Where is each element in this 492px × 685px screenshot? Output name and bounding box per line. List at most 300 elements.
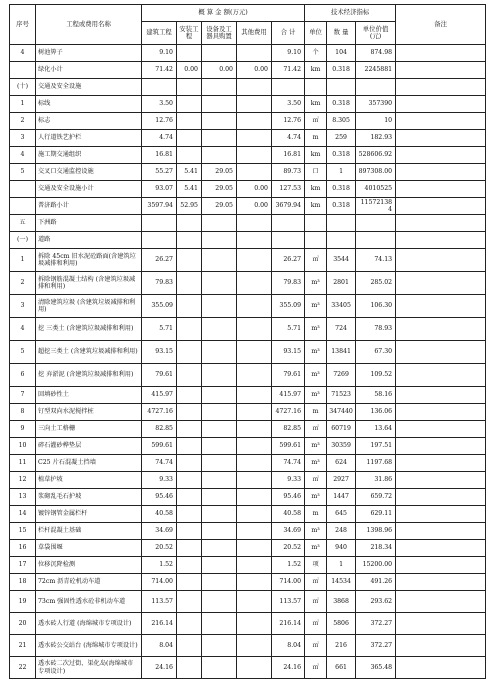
cell-equipment	[202, 130, 237, 147]
table-row	[10, 404, 486, 421]
cell-name: 交叉口交通监控设施	[36, 164, 142, 181]
cell-qty: 30359	[327, 438, 356, 455]
cell-unit: m	[305, 404, 327, 421]
cell-equipment	[202, 489, 237, 506]
cell-name: 挖 弃淤泥 (含建筑垃圾减排和利用)	[36, 364, 142, 387]
cell-construction: 26.27	[142, 249, 177, 272]
cell-qty: 1447	[327, 489, 356, 506]
cell-installation	[177, 295, 202, 318]
table-row	[10, 249, 486, 272]
cell-installation: 52.95	[177, 198, 202, 215]
cell-equipment	[202, 113, 237, 130]
cell-qty: 0.318	[327, 96, 356, 113]
cell-total: 8.04	[272, 635, 305, 657]
cell-equipment	[202, 557, 237, 574]
cell-construction: 113.57	[142, 591, 177, 613]
cell-remark	[396, 249, 486, 272]
cell-equipment	[202, 404, 237, 421]
cell-equipment: 0.00	[202, 62, 237, 79]
cell-equipment	[202, 79, 237, 96]
cell-unit: ㎡	[305, 657, 327, 679]
cell-remark	[396, 438, 486, 455]
cell-construction: 40.58	[142, 506, 177, 523]
table-row	[10, 421, 486, 438]
cell-equipment	[202, 364, 237, 387]
cell-other	[237, 421, 272, 438]
cell-unitvalue: 182.93	[356, 130, 396, 147]
cell-installation	[177, 455, 202, 472]
header-equipment: 设备及工器具购置	[202, 22, 237, 45]
cell-seq: 4	[10, 147, 36, 164]
table-row	[10, 613, 486, 635]
cell-seq: 20	[10, 613, 36, 635]
cell-unitvalue: 293.62	[356, 591, 396, 613]
cell-installation	[177, 574, 202, 591]
cell-qty: 5806	[327, 613, 356, 635]
cell-total: 20.52	[272, 540, 305, 557]
cell-construction: 714.00	[142, 574, 177, 591]
cell-other	[237, 489, 272, 506]
cell-unit: km	[305, 96, 327, 113]
cell-construction	[142, 79, 177, 96]
cell-seq: 3	[10, 295, 36, 318]
cell-total: 127.53	[272, 181, 305, 198]
cell-name: 钉型双向水泥搅拌桩	[36, 404, 142, 421]
cell-total: 714.00	[272, 574, 305, 591]
cell-other	[237, 79, 272, 96]
budget-table	[9, 4, 486, 679]
cell-total: 1.52	[272, 557, 305, 574]
cell-total: 79.61	[272, 364, 305, 387]
header-unit: 单位	[305, 22, 327, 45]
cell-installation	[177, 506, 202, 523]
cell-remark	[396, 387, 486, 404]
cell-other	[237, 147, 272, 164]
header-tech-group: 技术经济指标	[305, 5, 396, 22]
cell-unit: m³	[305, 295, 327, 318]
cell-total: 216.14	[272, 613, 305, 635]
cell-unit: ㎡	[305, 421, 327, 438]
cell-other	[237, 540, 272, 557]
cell-construction: 216.14	[142, 613, 177, 635]
table-row	[10, 272, 486, 295]
cell-construction: 16.81	[142, 147, 177, 164]
cell-qty: 1	[327, 557, 356, 574]
cell-name: 栏杆混凝土基础	[36, 523, 142, 540]
cell-unitvalue	[356, 79, 396, 96]
cell-qty: 3544	[327, 249, 356, 272]
cell-construction: 599.61	[142, 438, 177, 455]
cell-unitvalue: 2245881	[356, 62, 396, 79]
cell-total	[272, 79, 305, 96]
cell-unit: m³	[305, 523, 327, 540]
cell-other	[237, 318, 272, 341]
cell-qty: 7269	[327, 364, 356, 387]
cell-seq	[10, 198, 36, 215]
cell-total: 9.10	[272, 45, 305, 62]
cell-total: 415.97	[272, 387, 305, 404]
cell-seq: 6	[10, 364, 36, 387]
table-row	[10, 540, 486, 557]
cell-qty: 60719	[327, 421, 356, 438]
cell-installation	[177, 249, 202, 272]
cell-total	[272, 232, 305, 249]
cell-construction: 5.71	[142, 318, 177, 341]
cell-name: 人行道铁艺护栏	[36, 130, 142, 147]
cell-seq: 2	[10, 272, 36, 295]
table-row	[10, 472, 486, 489]
cell-total: 71.42	[272, 62, 305, 79]
cell-installation	[177, 635, 202, 657]
cell-unitvalue	[356, 232, 396, 249]
header-other: 其他费用	[237, 22, 272, 45]
cell-total: 12.76	[272, 113, 305, 130]
cell-qty	[327, 79, 356, 96]
cell-unit: ㎡	[305, 249, 327, 272]
cell-other	[237, 130, 272, 147]
cell-equipment	[202, 506, 237, 523]
cell-construction: 93.07	[142, 181, 177, 198]
table-row	[10, 130, 486, 147]
cell-total: 26.27	[272, 249, 305, 272]
cell-installation	[177, 130, 202, 147]
cell-qty: 8.305	[327, 113, 356, 130]
cell-other: 0.00	[237, 62, 272, 79]
table-row	[10, 181, 486, 198]
cell-unit: m³	[305, 455, 327, 472]
cell-qty: 624	[327, 455, 356, 472]
cell-remark	[396, 364, 486, 387]
cell-name: 超挖三类土 (含建筑垃圾减排和利用)	[36, 341, 142, 364]
table-body	[10, 45, 486, 679]
cell-unitvalue	[356, 215, 396, 232]
cell-unit	[305, 215, 327, 232]
cell-seq: 13	[10, 489, 36, 506]
table-row	[10, 364, 486, 387]
cell-unitvalue: 67.30	[356, 341, 396, 364]
cell-other	[237, 635, 272, 657]
cell-name: 拆除钢筋混凝土结构 (含建筑垃圾减排和利用)	[36, 272, 142, 295]
cell-unitvalue: 31.86	[356, 472, 396, 489]
cell-total: 82.85	[272, 421, 305, 438]
cell-seq	[10, 181, 36, 198]
table-row	[10, 591, 486, 613]
cell-construction: 12.76	[142, 113, 177, 130]
budget-page	[9, 4, 485, 679]
table-row	[10, 79, 486, 96]
cell-total: 89.73	[272, 164, 305, 181]
cell-other	[237, 96, 272, 113]
cell-seq: 14	[10, 506, 36, 523]
cell-name: 拆除 45cm 旧水泥砼路面(含建筑垃圾减排和利用)	[36, 249, 142, 272]
cell-total: 113.57	[272, 591, 305, 613]
table-row	[10, 657, 486, 679]
cell-construction: 8.04	[142, 635, 177, 657]
cell-construction: 55.27	[142, 164, 177, 181]
cell-installation	[177, 96, 202, 113]
cell-total: 24.16	[272, 657, 305, 679]
cell-other	[237, 387, 272, 404]
cell-installation	[177, 79, 202, 96]
cell-name: 碎石灌砂桦垫层	[36, 438, 142, 455]
cell-unit	[305, 232, 327, 249]
cell-name: 道路	[36, 232, 142, 249]
cell-unit: ㎡	[305, 113, 327, 130]
cell-construction: 355.09	[142, 295, 177, 318]
cell-unit: ㎡	[305, 472, 327, 489]
cell-name: 标线	[36, 96, 142, 113]
cell-qty: 645	[327, 506, 356, 523]
cell-other	[237, 574, 272, 591]
cell-seq: (一)	[10, 232, 36, 249]
cell-construction: 4.74	[142, 130, 177, 147]
cell-remark	[396, 130, 486, 147]
table-row	[10, 62, 486, 79]
cell-qty: 13841	[327, 341, 356, 364]
cell-unit: 项	[305, 557, 327, 574]
cell-construction: 9.10	[142, 45, 177, 62]
cell-other	[237, 557, 272, 574]
cell-equipment	[202, 540, 237, 557]
cell-construction: 34.69	[142, 523, 177, 540]
table-row	[10, 295, 486, 318]
cell-seq: (十)	[10, 79, 36, 96]
cell-remark	[396, 181, 486, 198]
cell-unitvalue: 74.13	[356, 249, 396, 272]
cell-equipment	[202, 45, 237, 62]
cell-construction: 24.16	[142, 657, 177, 679]
cell-remark	[396, 489, 486, 506]
cell-total: 599.61	[272, 438, 305, 455]
cell-remark	[396, 232, 486, 249]
cell-seq: 19	[10, 591, 36, 613]
cell-seq: 21	[10, 635, 36, 657]
cell-other	[237, 215, 272, 232]
cell-seq: 5	[10, 164, 36, 181]
cell-remark	[396, 295, 486, 318]
cell-name: 73cm 强固性透水砼非机动车道	[36, 591, 142, 613]
cell-unit: m	[305, 506, 327, 523]
table-row	[10, 45, 486, 62]
cell-seq: 4	[10, 45, 36, 62]
cell-qty: 216	[327, 635, 356, 657]
cell-name: 透水砖二次过街、渠化岛(海绵城市专项设计)	[36, 657, 142, 679]
cell-construction	[142, 215, 177, 232]
table-row	[10, 506, 486, 523]
cell-construction: 93.15	[142, 341, 177, 364]
cell-remark	[396, 421, 486, 438]
cell-equipment	[202, 96, 237, 113]
table-row	[10, 198, 486, 215]
cell-qty	[327, 232, 356, 249]
cell-equipment	[202, 341, 237, 364]
cell-installation	[177, 613, 202, 635]
cell-equipment: 29.05	[202, 198, 237, 215]
cell-total: 16.81	[272, 147, 305, 164]
cell-unit: m³	[305, 540, 327, 557]
cell-installation	[177, 540, 202, 557]
cell-seq: 2	[10, 113, 36, 130]
cell-remark	[396, 591, 486, 613]
table-row	[10, 455, 486, 472]
cell-name: 施工期交通组织	[36, 147, 142, 164]
table-row	[10, 147, 486, 164]
cell-qty: 33405	[327, 295, 356, 318]
cell-qty: 940	[327, 540, 356, 557]
table-row	[10, 489, 486, 506]
cell-equipment	[202, 523, 237, 540]
cell-unitvalue: 372.27	[356, 635, 396, 657]
cell-total: 93.15	[272, 341, 305, 364]
cell-unit: ㎡	[305, 635, 327, 657]
cell-seq	[10, 62, 36, 79]
cell-name: 交通及安全设施	[36, 79, 142, 96]
cell-seq: 五	[10, 215, 36, 232]
cell-equipment	[202, 249, 237, 272]
cell-name: 标志	[36, 113, 142, 130]
cell-other	[237, 295, 272, 318]
cell-remark	[396, 574, 486, 591]
cell-other	[237, 472, 272, 489]
cell-remark	[396, 540, 486, 557]
cell-other	[237, 232, 272, 249]
cell-unitvalue: 78.93	[356, 318, 396, 341]
cell-qty: 14534	[327, 574, 356, 591]
cell-equipment	[202, 613, 237, 635]
cell-installation	[177, 591, 202, 613]
cell-seq: 17	[10, 557, 36, 574]
cell-name: 植草护坡	[36, 472, 142, 489]
table-row	[10, 164, 486, 181]
cell-remark	[396, 164, 486, 181]
cell-construction: 1.52	[142, 557, 177, 574]
cell-installation	[177, 147, 202, 164]
cell-qty: 0.318	[327, 198, 356, 215]
cell-total: 40.58	[272, 506, 305, 523]
cell-construction	[142, 232, 177, 249]
cell-total: 355.09	[272, 295, 305, 318]
header-remark: 备注	[396, 5, 486, 45]
cell-construction: 20.52	[142, 540, 177, 557]
cell-equipment	[202, 421, 237, 438]
cell-name: 位移沉降检测	[36, 557, 142, 574]
cell-qty: 0.318	[327, 62, 356, 79]
cell-installation: 0.00	[177, 62, 202, 79]
cell-unitvalue: 136.06	[356, 404, 396, 421]
cell-remark	[396, 557, 486, 574]
cell-unitvalue: 109.52	[356, 364, 396, 387]
header-installation: 安装工程	[177, 22, 202, 45]
cell-total: 4727.16	[272, 404, 305, 421]
cell-unitvalue: 357390	[356, 96, 396, 113]
cell-other	[237, 657, 272, 679]
cell-other	[237, 438, 272, 455]
cell-other	[237, 455, 272, 472]
cell-unit: ㎡	[305, 613, 327, 635]
cell-name: 交通及安全设施小计	[36, 181, 142, 198]
cell-total: 79.83	[272, 272, 305, 295]
cell-unitvalue: 10	[356, 113, 396, 130]
cell-unitvalue: 106.30	[356, 295, 396, 318]
cell-installation	[177, 318, 202, 341]
cell-installation	[177, 438, 202, 455]
cell-qty: 2927	[327, 472, 356, 489]
cell-remark	[396, 523, 486, 540]
cell-name: 透水砖公交站台 (海绵城市专项设计)	[36, 635, 142, 657]
table-row	[10, 113, 486, 130]
cell-remark	[396, 62, 486, 79]
cell-name: 透水砖人行道 (海绵城市专项设计)	[36, 613, 142, 635]
cell-installation: 5.41	[177, 181, 202, 198]
cell-seq: 16	[10, 540, 36, 557]
cell-name: 下洲路	[36, 215, 142, 232]
cell-other	[237, 364, 272, 387]
table-row	[10, 523, 486, 540]
cell-qty	[327, 215, 356, 232]
cell-equipment	[202, 215, 237, 232]
cell-unitvalue: 15200.00	[356, 557, 396, 574]
cell-name: 挖 三类土 (含建筑垃圾减排和利用)	[36, 318, 142, 341]
cell-installation	[177, 421, 202, 438]
cell-construction: 79.61	[142, 364, 177, 387]
cell-unit	[305, 79, 327, 96]
cell-seq: 11	[10, 455, 36, 472]
cell-remark	[396, 455, 486, 472]
cell-other	[237, 272, 272, 295]
cell-unit: m³	[305, 489, 327, 506]
cell-name: 树池箅子	[36, 45, 142, 62]
cell-total: 9.33	[272, 472, 305, 489]
cell-other	[237, 613, 272, 635]
cell-unit: ㎡	[305, 574, 327, 591]
cell-equipment	[202, 591, 237, 613]
cell-seq: 18	[10, 574, 36, 591]
table-row	[10, 318, 486, 341]
cell-qty: 0.318	[327, 147, 356, 164]
cell-name: 回填砂性土	[36, 387, 142, 404]
cell-unitvalue: 1398.96	[356, 523, 396, 540]
cell-remark	[396, 506, 486, 523]
cell-construction: 82.85	[142, 421, 177, 438]
cell-installation	[177, 232, 202, 249]
cell-qty: 3868	[327, 591, 356, 613]
table-row	[10, 232, 486, 249]
cell-name: 三向土工格栅	[36, 421, 142, 438]
cell-seq: 22	[10, 657, 36, 679]
cell-name: 72cm 沥青砼机动车道	[36, 574, 142, 591]
cell-remark	[396, 472, 486, 489]
cell-equipment	[202, 455, 237, 472]
cell-unitvalue: 629.11	[356, 506, 396, 523]
cell-unit: 个	[305, 45, 327, 62]
cell-name: 草袋围堰	[36, 540, 142, 557]
cell-qty: 259	[327, 130, 356, 147]
cell-other: 0.00	[237, 181, 272, 198]
cell-remark	[396, 215, 486, 232]
cell-remark	[396, 657, 486, 679]
cell-seq: 15	[10, 523, 36, 540]
table-row	[10, 635, 486, 657]
header-qty: 数 量	[327, 22, 356, 45]
table-row	[10, 557, 486, 574]
cell-other	[237, 45, 272, 62]
cell-seq: 4	[10, 318, 36, 341]
header-total: 合 计	[272, 22, 305, 45]
cell-seq: 12	[10, 472, 36, 489]
cell-total	[272, 215, 305, 232]
cell-equipment: 29.05	[202, 181, 237, 198]
cell-unitvalue: 874.98	[356, 45, 396, 62]
